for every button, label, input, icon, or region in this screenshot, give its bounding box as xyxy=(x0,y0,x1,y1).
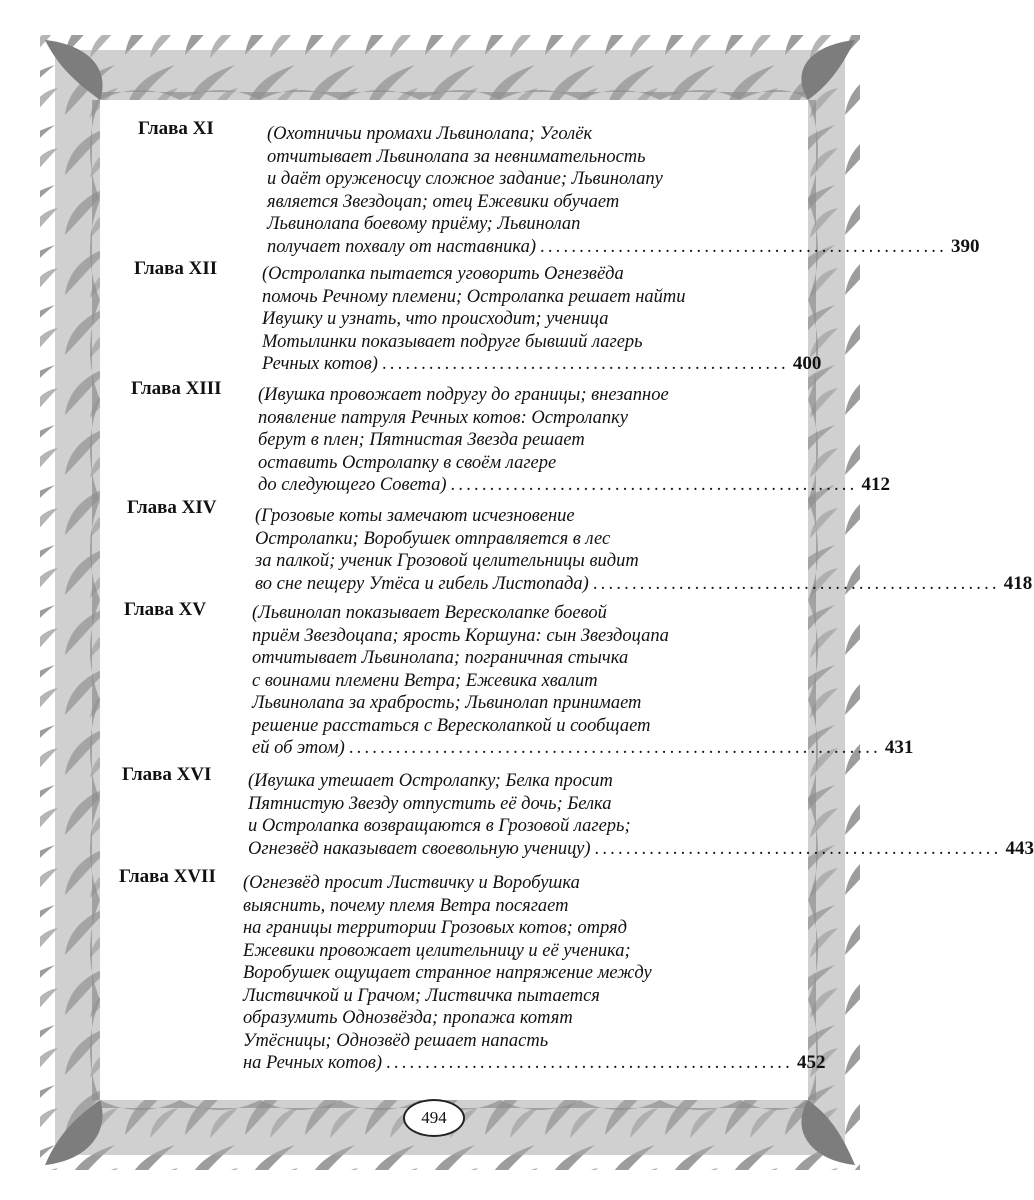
summary-line: и даёт оруженосцу сложное задание; Львинолапу xyxy=(267,169,663,189)
summary-line: отчитывает Львинолапа за невнимательность xyxy=(267,146,646,167)
page-number: 443 xyxy=(1005,837,1034,859)
summary-line: Ивушку и узнать, что происходит; ученица xyxy=(262,309,609,329)
summary-line: Остролапки; Воробушек отправляется в лес xyxy=(255,528,611,549)
summary-last-line xyxy=(255,572,1033,596)
summary-line: (Остролапка пытается уговорить Огнезвёда xyxy=(262,264,624,284)
summary-last-line xyxy=(243,1052,826,1075)
leader-dots: .................................................... xyxy=(381,354,789,374)
leader-dots: .................................................................... xyxy=(348,738,881,758)
summary-line: получает похвалу от наставника) xyxy=(267,236,537,257)
summary-line: ей об этом) xyxy=(252,738,345,758)
summary-line: появление патруля Речных котов: Остролапку xyxy=(258,407,628,428)
summary-line: выяснить, почему племя Ветра посягает xyxy=(243,895,569,916)
chapter-summary xyxy=(258,384,890,497)
chapter-label: Глава XV xyxy=(124,599,207,620)
page-number: 418 xyxy=(1003,572,1033,594)
summary-line: Огнезвёд наказывает своевольную ученицу) xyxy=(248,838,591,859)
leader-dots: .................................................... xyxy=(594,838,1002,859)
leader-dots: .................................................... xyxy=(592,573,1000,594)
summary-line: Львинолапа боевому приёму; Львинолап xyxy=(267,214,581,234)
page-number: 412 xyxy=(861,474,890,495)
summary-line: до следующего Совета) xyxy=(258,475,447,495)
summary-line: на границы территории Грозовых котов; отряд xyxy=(243,918,627,938)
summary-line: и Остролапка возвращаются в Грозовой лагерь; xyxy=(248,816,631,836)
summary-line: Воробушек ощущает странное напряжение между xyxy=(243,963,652,983)
summary-line: (Ивушка провожает подругу до границы; внезапное xyxy=(258,385,669,405)
summary-line: во сне пещеру Утёса и гибель Листопада) xyxy=(255,573,589,594)
page-number: 390 xyxy=(950,235,980,257)
summary-last-line xyxy=(267,235,980,259)
chapter-summary xyxy=(267,123,980,258)
summary-line: Утёсницы; Однозвёд решает напасть xyxy=(243,1030,549,1051)
summary-line: является Звездоцап; отец Ежевики обучает xyxy=(267,191,620,212)
summary-line: решение расстаться с Вересколапкой и сообщает xyxy=(252,715,651,736)
summary-line: образумить Однозвёзда; пропажа котят xyxy=(243,1008,573,1028)
chapter-summary xyxy=(252,602,914,760)
summary-line: отчитывает Львинолапа; пограничная стычка xyxy=(252,648,629,668)
summary-line: (Львинолап показывает Вересколапке боевой xyxy=(252,603,607,623)
page-number: 452 xyxy=(796,1052,826,1073)
chapter-summary xyxy=(255,505,1033,595)
chapter-label: Глава XIII xyxy=(131,378,222,399)
chapter-summary xyxy=(248,770,1034,860)
summary-line: оставить Остролапку в своём лагере xyxy=(258,452,557,473)
summary-line: Речных котов) xyxy=(262,354,378,374)
summary-line: с воинами племени Ветра; Ежевика хвалит xyxy=(252,670,598,691)
page-number: 431 xyxy=(884,737,914,758)
summary-last-line xyxy=(262,353,822,376)
chapter-summary xyxy=(262,263,822,376)
summary-line: помочь Речному племени; Остролапка решает найти xyxy=(262,286,686,307)
folio-page-number: 494 xyxy=(403,1099,465,1137)
chapter-label: Глава XII xyxy=(134,258,218,279)
leader-dots: .................................................... xyxy=(450,475,858,495)
chapter-label: Глава XVI xyxy=(122,764,212,785)
leader-dots: .................................................... xyxy=(540,236,947,257)
chapter-label: Глава XI xyxy=(138,118,214,139)
summary-line: (Охотничьи промахи Львинолапа; Уголёк xyxy=(267,124,593,144)
summary-line: Львинолапа за храбрость; Львинолап принимает xyxy=(252,693,642,713)
summary-line: приём Звездоцапа; ярость Коршуна: сын Звездоцапа xyxy=(252,625,669,646)
chapter-label: Глава XIV xyxy=(127,497,217,518)
summary-line: на Речных котов) xyxy=(243,1053,383,1073)
summary-line: Ежевики провожает целительницу и её ученика; xyxy=(243,940,631,961)
summary-last-line xyxy=(258,474,890,497)
summary-last-line xyxy=(248,837,1034,861)
summary-line: Мотылинки показывает подруге бывший лагерь xyxy=(262,331,643,352)
summary-last-line xyxy=(252,737,914,760)
chapter-summary xyxy=(243,872,826,1075)
summary-line: (Грозовые коты замечают исчезновение xyxy=(255,506,575,526)
summary-line: за палкой; ученик Грозовой целительницы видит xyxy=(255,551,639,571)
summary-line: (Ивушка утешает Остролапку; Белка просит xyxy=(248,771,613,791)
page-number: 400 xyxy=(792,353,822,374)
summary-line: Пятнистую Звезду отпустить её дочь; Белка xyxy=(248,793,612,814)
leader-dots: .................................................... xyxy=(386,1053,793,1073)
summary-line: (Огнезвёд просит Листвичку и Воробушка xyxy=(243,873,580,893)
chapter-label: Глава XVII xyxy=(119,866,216,887)
summary-line: Листвичкой и Грачом; Листвичка пытается xyxy=(243,985,600,1006)
summary-line: берут в плен; Пятнистая Звезда решает xyxy=(258,430,585,450)
